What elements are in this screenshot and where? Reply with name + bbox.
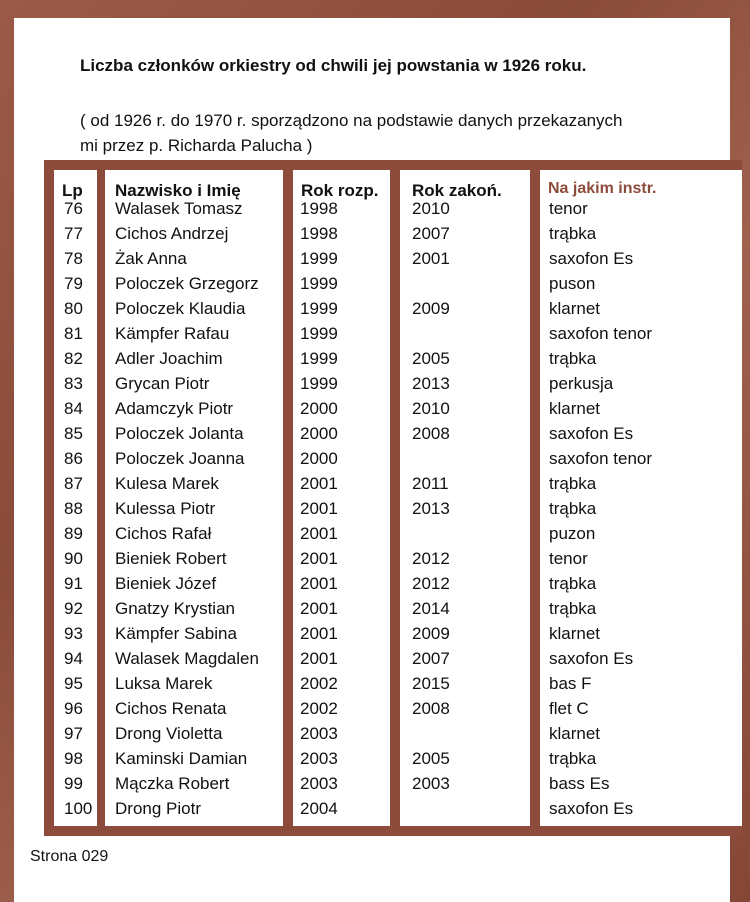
table-cell-lp: 94 xyxy=(64,649,83,668)
table-cell-instrument: saxofon Es xyxy=(549,424,634,443)
table-cell-start: 2001 xyxy=(300,474,338,493)
table-cell-end: 2005 xyxy=(412,749,450,768)
page-number: Strona 029 xyxy=(30,848,109,865)
table-cell-lp: 97 xyxy=(64,724,83,743)
table-cell-end: 2007 xyxy=(412,649,450,668)
table-cell-lp: 86 xyxy=(64,449,83,468)
table-cell-lp: 85 xyxy=(64,424,83,443)
table-cell-end: 2014 xyxy=(412,599,450,618)
header-name: Nazwisko i Imię xyxy=(115,181,241,200)
members-table xyxy=(44,160,742,836)
table-cell-lp: 79 xyxy=(64,274,83,293)
table-cell-lp: 80 xyxy=(64,299,83,318)
table-cell-start: 2000 xyxy=(300,449,338,468)
table-cell-name: Kämpfer Rafau xyxy=(115,324,230,343)
table-cell-instrument: puzon xyxy=(549,524,596,543)
table-cell-instrument: klarnet xyxy=(549,624,601,643)
table-cell-start: 2001 xyxy=(300,574,338,593)
table-cell-end: 2013 xyxy=(412,499,450,518)
table-cell-lp: 78 xyxy=(64,249,83,268)
table-cell-name: Bieniek Robert xyxy=(115,549,227,568)
table-cell-start: 1998 xyxy=(300,224,338,243)
table-cell-start: 1999 xyxy=(300,349,338,368)
table-cell-name: Walasek Tomasz xyxy=(115,199,243,218)
table-cell-lp: 93 xyxy=(64,624,83,643)
table-cell-name: Żak Anna xyxy=(115,249,187,268)
document-page xyxy=(14,18,730,902)
table-cell-name: Kämpfer Sabina xyxy=(115,624,237,643)
table-cell-end: 2005 xyxy=(412,349,450,368)
table-cell-end: 2009 xyxy=(412,299,450,318)
table-cell-instrument: bas F xyxy=(549,674,592,693)
table-cell-start: 1998 xyxy=(300,199,338,218)
table-cell-start: 2000 xyxy=(300,424,338,443)
table-cell-start: 2000 xyxy=(300,399,338,418)
table-cell-instrument: saxofon Es xyxy=(549,649,634,668)
source-note-line-1: ( od 1926 r. do 1970 r. sporządzono na podstawie danych przekazanych xyxy=(80,111,623,130)
table-cell-lp: 84 xyxy=(64,399,83,418)
table-cell-instrument: tenor xyxy=(549,199,588,218)
table-cell-lp: 82 xyxy=(64,349,83,368)
table-cell-name: Kulesa Marek xyxy=(115,474,219,493)
table-cell-instrument: trąbka xyxy=(549,499,597,518)
table-cell-instrument: klarnet xyxy=(549,724,601,743)
table-cell-start: 1999 xyxy=(300,324,338,343)
table-cell-lp: 83 xyxy=(64,374,83,393)
table-cell-start: 2001 xyxy=(300,624,338,643)
document-title: Liczba członków orkiestry od chwili jej powstania w 1926 roku. xyxy=(80,56,587,75)
table-cell-start: 2001 xyxy=(300,599,338,618)
table-cell-start: 1999 xyxy=(300,249,338,268)
table-cell-end: 2010 xyxy=(412,399,450,418)
table-cell-instrument: trąbka xyxy=(549,474,597,493)
table-cell-instrument: flet C xyxy=(549,699,589,718)
table-cell-start: 2002 xyxy=(300,699,338,718)
table-cell-end: 2001 xyxy=(412,249,450,268)
table-cell-end: 2010 xyxy=(412,199,450,218)
table-cell-instrument: trąbka xyxy=(549,599,597,618)
table-cell-lp: 76 xyxy=(64,199,83,218)
table-cell-start: 2003 xyxy=(300,774,338,793)
table-cell-name: Adler Joachim xyxy=(115,349,223,368)
table-cell-end: 2003 xyxy=(412,774,450,793)
table-cell-lp: 90 xyxy=(64,549,83,568)
table-cell-end: 2008 xyxy=(412,424,450,443)
table-cell-lp: 99 xyxy=(64,774,83,793)
table-cell-end: 2015 xyxy=(412,674,450,693)
table-cell-instrument: saxofon Es xyxy=(549,249,634,268)
table-cell-name: Poloczek Jolanta xyxy=(115,424,244,443)
table-cell-lp: 96 xyxy=(64,699,83,718)
table-cell-instrument: klarnet xyxy=(549,299,601,318)
table-cell-name: Mączka Robert xyxy=(115,774,230,793)
table-cell-instrument: bass Es xyxy=(549,774,610,793)
table-cell-start: 2003 xyxy=(300,749,338,768)
table-cell-end: 2012 xyxy=(412,549,450,568)
table-cell-lp: 92 xyxy=(64,599,83,618)
table-cell-name: Kaminski Damian xyxy=(115,749,248,768)
table-cell-instrument: perkusja xyxy=(549,374,614,393)
table-cell-lp: 77 xyxy=(64,224,83,243)
table-cell-end: 2013 xyxy=(412,374,450,393)
table-cell-lp: 87 xyxy=(64,474,83,493)
table-cell-start: 1999 xyxy=(300,374,338,393)
table-cell-start: 2001 xyxy=(300,649,338,668)
table-cell-lp: 100 xyxy=(64,799,93,818)
table-cell-start: 2002 xyxy=(300,674,338,693)
source-note xyxy=(80,108,730,158)
table-cell-lp: 81 xyxy=(64,324,83,343)
source-note-line-2: mi przez p. Richarda Palucha ) xyxy=(80,136,313,155)
table-cell-instrument: trąbka xyxy=(549,749,597,768)
table-cell-instrument: saxofon tenor xyxy=(549,449,653,468)
table-cell-end: 2007 xyxy=(412,224,450,243)
table-cell-end: 2012 xyxy=(412,574,450,593)
table-cell-name: Adamczyk Piotr xyxy=(115,399,234,418)
table-cell-instrument: trąbka xyxy=(549,349,597,368)
table-cell-start: 1999 xyxy=(300,299,338,318)
table-cell-instrument: trąbka xyxy=(549,224,597,243)
table-cell-lp: 95 xyxy=(64,674,83,693)
table-cell-lp: 89 xyxy=(64,524,83,543)
table-cell-name: Cichos Renata xyxy=(115,699,227,718)
table-cell-lp: 98 xyxy=(64,749,83,768)
table-cell-name: Poloczek Klaudia xyxy=(115,299,246,318)
table-cell-instrument: trąbka xyxy=(549,574,597,593)
table-cell-start: 2001 xyxy=(300,549,338,568)
table-cell-name: Drong Piotr xyxy=(115,799,201,818)
table-cell-instrument: tenor xyxy=(549,549,588,568)
table-cell-name: Cichos Rafał xyxy=(115,524,212,543)
table-cell-instrument: puson xyxy=(549,274,596,293)
table-cell-name: Poloczek Joanna xyxy=(115,449,245,468)
table-cell-name: Poloczek Grzegorz xyxy=(115,274,259,293)
table-cell-name: Cichos Andrzej xyxy=(115,224,229,243)
table-cell-name: Kulessa Piotr xyxy=(115,499,216,518)
table-cell-name: Grycan Piotr xyxy=(115,374,210,393)
table-cell-start: 2001 xyxy=(300,499,338,518)
table-cell-instrument: saxofon Es xyxy=(549,799,634,818)
table-cell-name: Luksa Marek xyxy=(115,674,213,693)
header-instrument: Na jakim instr. xyxy=(548,180,657,197)
table-cell-instrument: saxofon tenor xyxy=(549,324,653,343)
table-cell-name: Drong Violetta xyxy=(115,724,223,743)
table-cell-name: Walasek Magdalen xyxy=(115,649,259,668)
header-lp: Lp xyxy=(62,181,83,200)
table-cell-end: 2008 xyxy=(412,699,450,718)
header-end-year: Rok zakoń. xyxy=(412,181,502,200)
table-cell-start: 2001 xyxy=(300,524,338,543)
table-cell-lp: 91 xyxy=(64,574,83,593)
table-cell-name: Bieniek Józef xyxy=(115,574,217,593)
table-cell-lp: 88 xyxy=(64,499,83,518)
header-start-year: Rok rozp. xyxy=(301,181,379,200)
table-cell-start: 2004 xyxy=(300,799,338,818)
table-cell-start: 2003 xyxy=(300,724,338,743)
table-cell-end: 2011 xyxy=(412,474,449,493)
table-cell-start: 1999 xyxy=(300,274,338,293)
table-cell-instrument: klarnet xyxy=(549,399,601,418)
table-cell-end: 2009 xyxy=(412,624,450,643)
table-cell-name: Gnatzy Krystian xyxy=(115,599,235,618)
